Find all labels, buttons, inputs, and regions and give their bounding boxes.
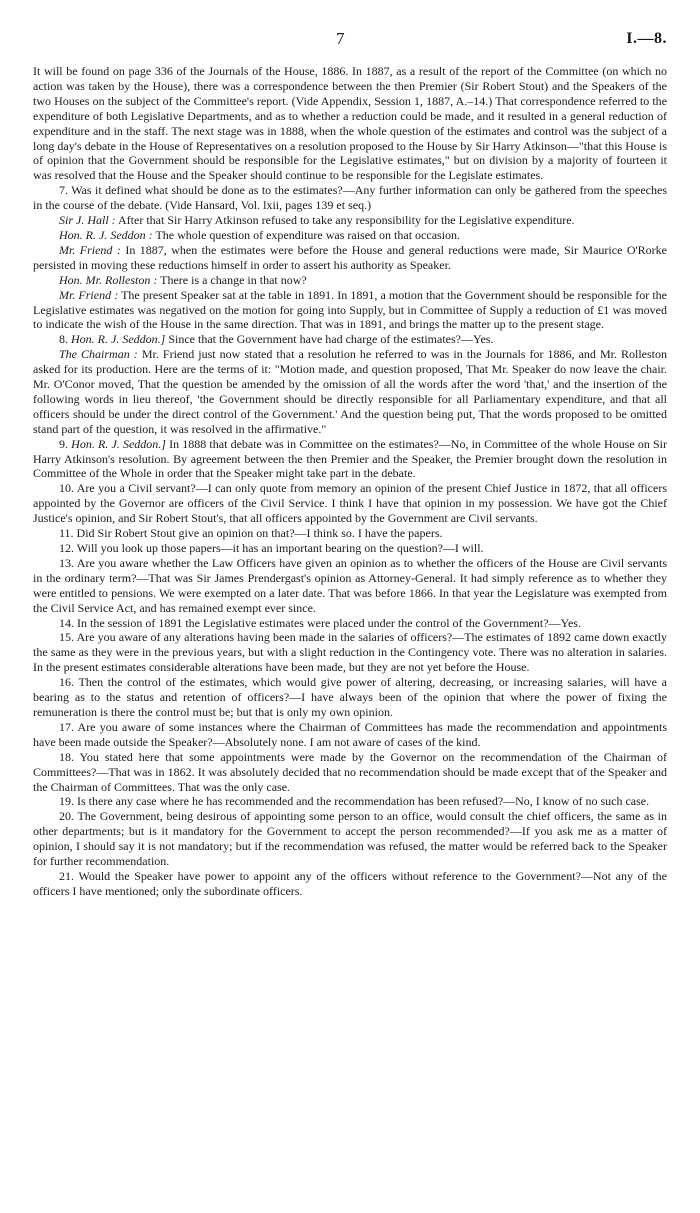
paragraph	[33, 288, 667, 333]
paragraph-text: 15. Are you aware of any alterations having been made in the salaries of officers?—The estimates of 1892 came down exactly the same as they were in the previous years, but with a slight reduction in the Contingency vote. There was no alteration in salaries. In the present estimates considerable alterations have been made, but they are not yet before the House.	[33, 630, 667, 675]
page-number: 7	[336, 29, 345, 48]
paragraph	[33, 347, 667, 436]
paragraph	[33, 243, 667, 273]
paragraph-text: In 1888 that debate was in Committee on the estimates?—No, in Committee of the whole House on Sir Harry Atkinson's resolution. By agreement between the then Premier and the Speaker, the Premier brought down the resolution in Committee of the Whole in order that the Speaker might take part in the debate.	[33, 436, 667, 481]
speaker-name: Hon. R. J. Seddon.]	[71, 332, 166, 347]
speaker-name: Mr. Friend :	[59, 287, 119, 302]
paragraph-text: The whole question of expenditure was raised on that occasion.	[155, 227, 461, 242]
paragraph	[33, 437, 667, 482]
paragraph-text: 19. Is there any case where he has recommended and the recommendation has been refused?—No, I know of no such case.	[59, 794, 650, 809]
paragraph	[33, 750, 667, 795]
paragraph-text: There is a change in that now?	[160, 272, 307, 287]
paragraph-text: 14. In the session of 1891 the Legislative estimates were placed under the control of the Government?—Yes.	[59, 615, 581, 630]
paragraph-text: 21. Would the Speaker have power to appoint any of the officers without reference to the Government?—Not any of the officers I have mentioned; only the subordinate officers.	[33, 868, 667, 898]
paragraph-text: In 1887, when the estimates were before the House and general reductions were made, Sir Maurice O'Rorke persisted in moving these reductions himself in order to assert his authority as Speaker.	[33, 242, 667, 272]
paragraph	[33, 183, 667, 213]
paragraph-text: It will be found on page 336 of the Journals of the House, 1886. In 1887, as a result of the report of the Committee (on which no action was taken by the House), there was a correspondence between the then Premier (Sir Robert Stout) and the Speakers of the two Houses on the subject of the Committee's report. (Vide Appendix, Session 1, 1887, A.–14.) That correspondence referred to the expenditure of both Legislative Departments, and as to whether a reduction could be made, and it resulted in a general reduction of expenditure and in the staff. The next stage was in 1888, when the whole question of the estimates and control was the subject of a long day's debate in the House of Representatives on a resolution proposed to the House by Sir Harry Atkinson—"that this House is of opinion that the Government should be responsible for the Legislative estimates," but on division by a majority of fourteen it was resolved that the House and the Speaker should continue to be responsible for the Legislate estimates.	[33, 64, 667, 183]
speaker-name: Sir J. Hall :	[59, 213, 116, 228]
paragraph-text: 11. Did Sir Robert Stout give an opinion on that?—I think so. I have the papers.	[59, 526, 443, 541]
paragraph	[33, 481, 667, 526]
paragraph-text: 12. Will you look up those papers—it has an important bearing on the question?—I will.	[59, 541, 484, 555]
paragraph-text: 17. Are you aware of some instances where the Chairman of Committees has made the recommendation and appointments have been made outside the Speaker?—Absolutely none. I am not aware of cases of the kind.	[33, 719, 667, 749]
page-header	[0, 29, 700, 52]
paragraph-text: Mr. Friend just now stated that a resolution he referred to was in the Journals for 1886, and Mr. Rolleston asked for its production. Here are the terms of it: "Motion made, and question proposed, That Mr. Speaker do now leave the chair. Mr. O'Conor moved, That the question be amended by the omission of all the words after the word 'that,' and the insertion of the following words in lieu thereof, 'the Government should be directly responsible for all Parliamentary expenditure, and that all officers should be under the direct control of the Government.' And the question being put, That the words proposed to be omitted stand part of the question, it was resolved in the affirmative."	[33, 347, 668, 436]
paragraph	[33, 675, 667, 720]
paragraph-text: 8.	[59, 332, 68, 347]
speaker-name: Hon. Mr. Rolleston :	[59, 272, 158, 287]
speaker-name: The Chairman :	[59, 347, 138, 362]
paragraph	[33, 273, 667, 288]
document-body	[33, 64, 667, 899]
speaker-name: Mr. Friend :	[59, 242, 121, 257]
paragraph-text: 9.	[59, 436, 68, 451]
paragraph	[33, 794, 667, 809]
paragraph	[33, 809, 667, 869]
paragraph	[33, 556, 667, 616]
paragraph	[33, 228, 667, 243]
paragraph	[33, 64, 667, 183]
paragraph-text: 16. Then the control of the estimates, which would give power of altering, decreasing, or increasing salaries, will have a bearing as to the status and retention of officers?—I have always been of the opinion that where the power of fixing the remuneration is there the control must be; but that is only my own opinion.	[33, 675, 667, 719]
paragraph-text: Since that the Government have had charge of the estimates?—Yes.	[168, 332, 494, 347]
speaker-name: Hon. R. J. Seddon.]	[71, 436, 166, 451]
paragraph	[33, 541, 667, 556]
paragraph	[33, 213, 667, 228]
paragraph	[33, 869, 667, 899]
paragraph-text: 20. The Government, being desirous of appointing some person to an office, would consult the chief officers, the same as in other departments; but is it mandatory for the Government to accept the person recommended?—If you ask me as a matter of opinion, I should say it is not mandatory; but if the recommendation was refused, the matter would be referred back to the Speaker for further recommendation.	[33, 809, 667, 869]
document-reference: I.—8.	[626, 30, 667, 47]
paragraph	[33, 332, 667, 347]
paragraph-text: 7. Was it defined what should be done as to the estimates?—Any further information can only be gathered from the speeches in the course of the debate. (Vide Hansard, Vol. lxii, pages 139 et seq.)	[33, 183, 667, 213]
paragraph	[33, 720, 667, 750]
paragraph-text: 13. Are you aware whether the Law Officers have given an opinion as to whether the officers of the House are Civil servants in the ordinary term?—That was Sir James Prendergast's opinion as Attorney-General. It had simply reference as to whether they were entitled to pensions. We were exempted on a later date. That was before 1866. In that year the Legislature was exempted from the Civil Service Act, and has remained exempt ever since.	[33, 555, 667, 615]
paragraph	[33, 630, 667, 675]
paragraph-text: After that Sir Harry Atkinson refused to take any responsibility for the Legislative expenditure.	[118, 213, 575, 228]
paragraph-text: The present Speaker sat at the table in 1891. In 1891, a motion that the Government should be responsible for the Legislative estimates was negatived on the motion for going into Supply, but in Committee of Supply a reduction of £1 was moved to indicate the wish of the House in the same direction. That was in 1891, and brings the matter up to the present stage.	[33, 287, 667, 332]
speaker-name: Hon. R. J. Seddon :	[59, 227, 153, 242]
paragraph-text: 18. You stated here that some appointments were made by the Governor on the recommendation of the Chairman of Committees?—That was in 1862. It was absolutely decided that no recommendation should be made except that of the Speaker and the Chairman of Committees. That was the only case.	[33, 749, 667, 794]
paragraph-text: 10. Are you a Civil servant?—I can only quote from memory an opinion of the present Chief Justice in 1872, that all officers appointed by the Governor are officers of the Civil Service. I think I have that opinion in my possession. We have got the Chief Justice's opinion, and Sir Robert Stout's, that all officers appointed by the Government are Civil servants.	[33, 481, 667, 526]
paragraph	[33, 526, 667, 541]
paragraph	[33, 616, 667, 631]
